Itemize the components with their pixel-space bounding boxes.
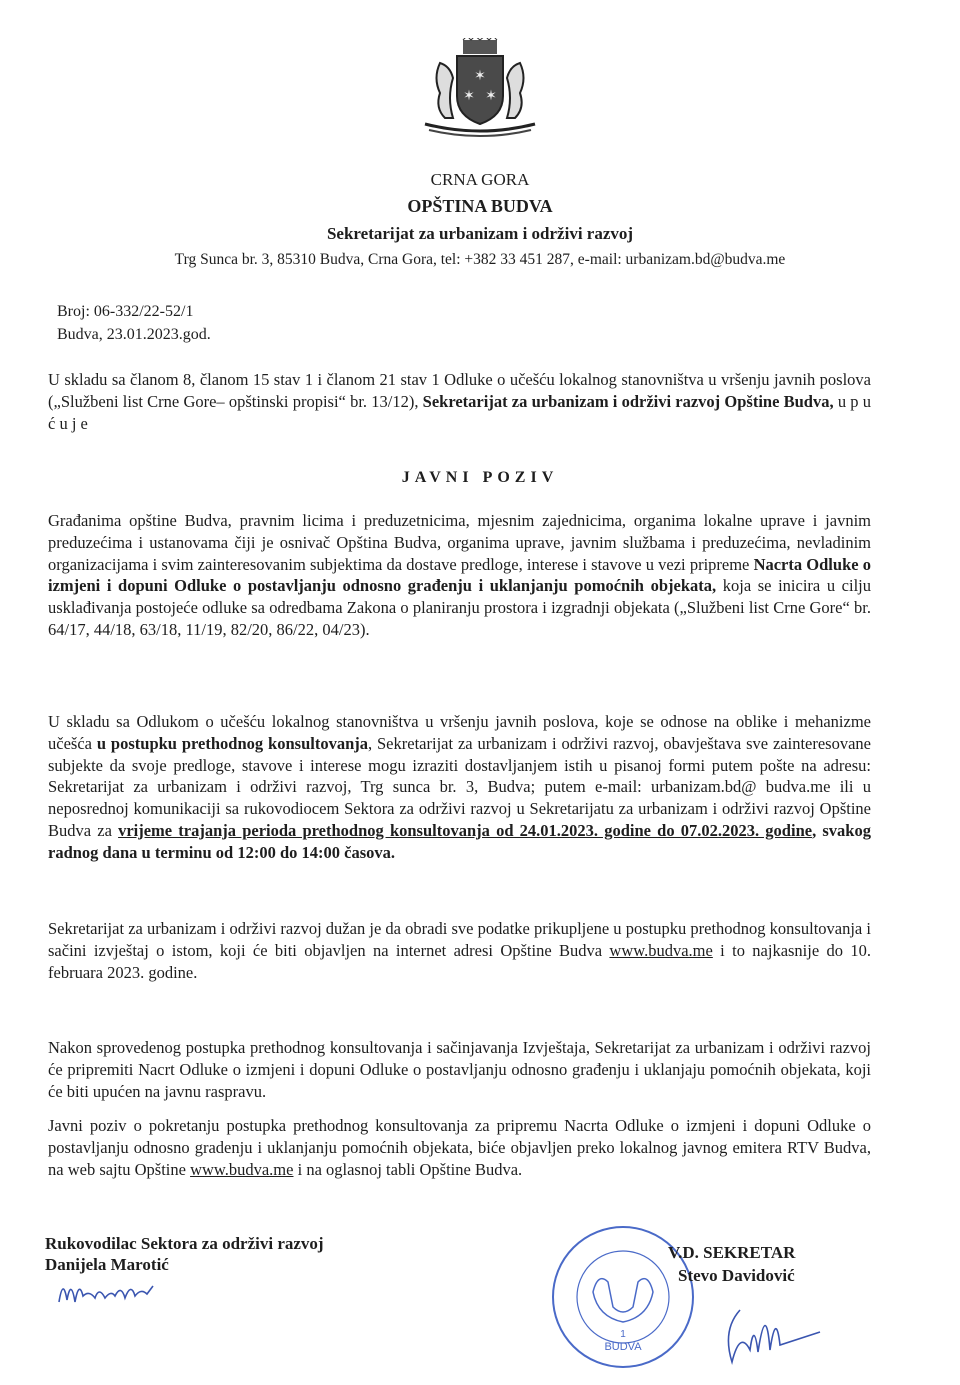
intro-text: U skladu sa članom 8, članom 15 stav 1 i članom 21 stav 1 Odluke o učešću lokalnog stanovništva u vršenju javnih poslova („Službeni list Crne Gore– opštinski propisi“ br. 13/12), xyxy=(48,370,871,411)
p2-hours: , svakog radnog dana u terminu od 12:00 do 14:00 časova. xyxy=(48,820,871,862)
p2-text-b: , Sekretarijat za urbanizam i održivi razvoj, obavještava sve zainteresovane subjekte da svoje predloge, stavove i interese mogu izraziti dostavljanjem istih u pisanoj formi putem pošte na adresu: Sekretarijat za urbanizam i održivi razvoj, Trg sunca br. 3, Budva; putem e-mail: urbanizam.bd@ budva.me ili u neposrednoj komunikaciji sa rukovodiocem Sektora za održivi razvoj u Sekretarijatu za urbanizam i održivi razvoj Opštine Budva za xyxy=(48,733,871,840)
svg-text:BUDVA: BUDVA xyxy=(604,1341,642,1353)
handwritten-signature-right xyxy=(720,1290,830,1370)
document-title: JAVNI POZIV xyxy=(401,469,559,486)
svg-text:✶: ✶ xyxy=(474,69,486,84)
p1-text-a: Građanima opštine Budva, pravnim licima i preduzetnicima, mjesnim zajednicima, organima lokalne uprave i javnim preduzećima i ustanovama čiji je osnivač Opština Budva, organima uprave, javnim službama i preduzećima, nevladinim organizacijama i svim zainteresovanim subjektima da dostave predloge, interese i stavove u vezi pripreme xyxy=(48,511,871,574)
document-number: Broj: 06-332/22-52/1 xyxy=(57,303,194,320)
intro-end: u p u ć u j e xyxy=(48,391,871,433)
country-heading: CRNA GORA xyxy=(430,170,530,189)
left-signature-block xyxy=(45,1233,324,1275)
right-signer-name: Stevo Davidović xyxy=(678,1266,795,1285)
p1-bold: Nacrta Odluke o izmjeni i dopuni Odluke o postavljanju odnosno građenju i uklanjanju pomoćnih objekata, xyxy=(48,554,871,596)
left-signer-title: Rukovodilac Sektora za održivi razvoj xyxy=(45,1234,324,1253)
p3-text-a: Sekretarijat za urbanizam i održivi razvoj dužan je da obradi sve podatke prikupljene u postupku prethodnog konsultovanja i sačini izvještaj o istom, koji će biti objavljen na internet adresi Opštine Budva xyxy=(48,919,871,960)
department-heading: Sekretarijat za urbanizam i održivi razvoj xyxy=(326,224,634,243)
p5-text-a: Javni poziv o pokretanju postupka prethodnog konsultovanja za pripremu Nacrta Odluke o izmjeni i dopuni Odluke o postavljanju odnosno gradenju i uklanjanju pomoćnih objekata, biće objavljen preko lokalnog javnog emitera RTV Budva, na web sajtu Opštine xyxy=(48,1116,871,1179)
left-signer-name: Danijela Marotić xyxy=(45,1255,169,1274)
website-link[interactable]: www.budva.me xyxy=(609,940,713,960)
municipality-heading: OPŠTINA BUDVA xyxy=(407,196,553,216)
p3-text-b: i to najkasnije do 10. februara 2023. godine. xyxy=(48,940,871,982)
svg-text:1: 1 xyxy=(620,1329,626,1340)
intro-bold: Sekretarijat za urbanizam i održivi razvoj Opštine Budva, xyxy=(422,391,834,411)
paragraph-publication xyxy=(48,1115,871,1180)
paragraph-report xyxy=(48,918,871,983)
p2-text-a: U skladu sa Odlukom o učešću lokalnog stanovništva u vršenju javnih poslova, koje se odnose na oblike i mehanizme učešća xyxy=(48,712,871,753)
paragraph-consultation xyxy=(48,711,871,864)
intro-paragraph xyxy=(48,369,871,434)
contact-line: Trg Sunca br. 3, 85310 Budva, Crna Gora, tel: +382 33 451 287, e-mail: urbanizam.bd@budva.me xyxy=(174,251,786,268)
document-date: Budva, 23.01.2023.god. xyxy=(57,326,211,343)
p2-bold: u postupku prethodnog konsultovanja xyxy=(96,733,368,753)
handwritten-signature-left xyxy=(55,1272,165,1308)
svg-text:✶: ✶ xyxy=(463,89,475,104)
right-signer-title: V.D. SEKRETAR xyxy=(668,1243,796,1262)
p1-text-b: koja se inicira u cilju usklađivanja postojeće odluke sa odredbama Zakona o planiranju prostora i izgradnji objekata („Službeni list Crne Gore“ br. 64/17, 44/18, 63/18, 11/19, 82/20, 86/22, 04/23). xyxy=(48,576,872,639)
website-link[interactable]: www.budva.me xyxy=(190,1159,294,1179)
consultation-period: vrijeme trajanja perioda prethodnog konsultovanja od 24.01.2023. godine do 07.02.2023. godine xyxy=(118,820,813,840)
right-signature-block xyxy=(668,1241,795,1287)
paragraph-next-steps: Nakon sprovedenog postupka prethodnog konsultovanja i sačinjavanja Izvještaja, Sekretarijat za urbanizam i održivi razvoj će pripremiti Nacrt Odluke o izmjeni i dopuni Odluke o postavljanju odnosno građenju i uklanjaju pomoćnih objekata, koji će biti upućen na javnu raspravu. xyxy=(48,1038,871,1101)
svg-text:✶: ✶ xyxy=(485,89,497,104)
paragraph-invitation xyxy=(48,510,871,641)
coat-of-arms-icon xyxy=(405,38,555,138)
p5-text-b: i na oglasnoj tabli Opštine Budva. xyxy=(293,1159,523,1179)
